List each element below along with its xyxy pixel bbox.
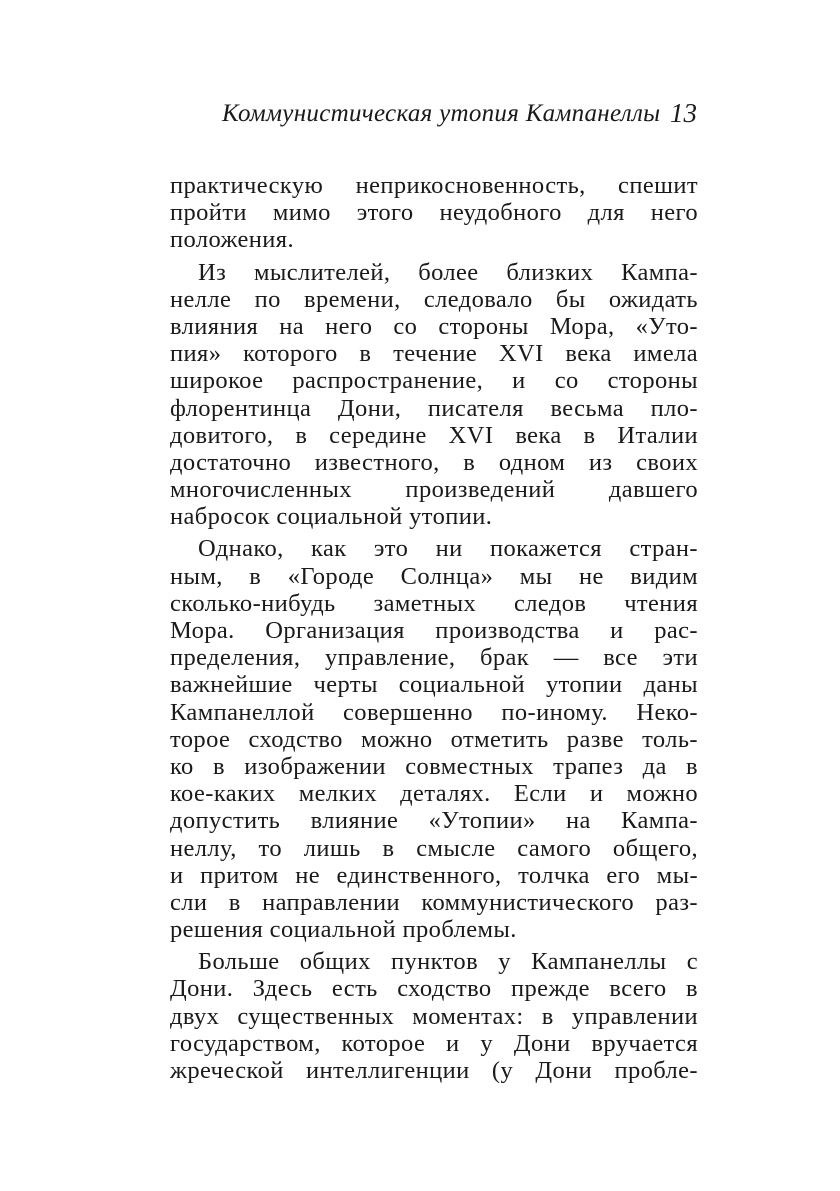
text-line: допустить влияние «Утопии» на Кампа- (170, 807, 698, 835)
text-line: ным, в «Городе Солнца» мы не видим (170, 562, 698, 590)
text-line: пройти мимо этого неудобного для него (170, 199, 698, 227)
text-line: достаточно известного, в одном из своих (170, 448, 698, 476)
text-line: практическую неприкосновенность, спешит (170, 172, 698, 199)
text-line: ко в изображении совместных трапез да в (170, 752, 698, 780)
text-line: кое-каких мелких деталях. Если и можно (170, 780, 698, 808)
text-line: влияния на него со стороны Мора, «Уто- (170, 312, 698, 340)
text-line: государством, которое и у Дони вручается (170, 1029, 698, 1057)
page-number: 13 (670, 98, 697, 128)
paragraph-1 (170, 172, 698, 254)
text-line: положения. (170, 226, 294, 254)
text-line: жреческой интеллигенции (у Дони пробле- (170, 1057, 698, 1084)
paragraph-3 (170, 535, 698, 943)
text-line: торое сходство можно отметить разве толь- (170, 725, 698, 753)
text-line: решения социальной проблемы. (170, 916, 517, 944)
paragraph-4 (170, 948, 698, 1084)
text-line: Кампанеллой совершенно по-иному. Неко- (170, 698, 698, 726)
text-line: многочисленных произведений давшего (170, 476, 698, 504)
text-line: набросок социальной утопии. (170, 503, 493, 531)
running-head (222, 100, 697, 136)
paragraph-2 (170, 259, 698, 531)
text-line: пия» которого в течение XVI века имела (170, 340, 698, 368)
text-line: флорентинца Дони, писателя весьма пло- (170, 394, 698, 422)
text-line: и притом не единственного, толчка его мы- (170, 861, 698, 889)
text-line: сли в направлении коммунистического раз- (170, 888, 698, 916)
body-text (170, 172, 698, 1089)
text-line: широкое распространение, и со стороны (170, 367, 698, 395)
text-line: сколько-нибудь заметных следов чтения (170, 589, 698, 617)
text-line: важнейшие черты социальной утопии даны (170, 671, 698, 699)
text-line: Дони. Здесь есть сходство прежде всего в (170, 975, 698, 1003)
text-line: Мора. Организация производства и рас- (170, 617, 698, 644)
text-line: пределения, управление, брак — все эти (170, 644, 698, 672)
text-line: двух существенных моментах: в управлении (170, 1002, 698, 1030)
text-line: неллу, то лишь в смысле самого общего, (170, 834, 698, 862)
running-title: Коммунистическая утопия Кампанеллы (222, 100, 661, 127)
text-line: Больше общих пунктов у Кампанеллы с (198, 948, 698, 976)
text-line: нелле по времени, следовало бы ожидать (170, 285, 698, 313)
text-line: довитого, в середине XVI века в Италии (170, 421, 698, 449)
text-line: Однако, как это ни покажется стран- (198, 535, 698, 563)
text-line: Из мыслителей, более близких Кампа- (198, 258, 698, 286)
